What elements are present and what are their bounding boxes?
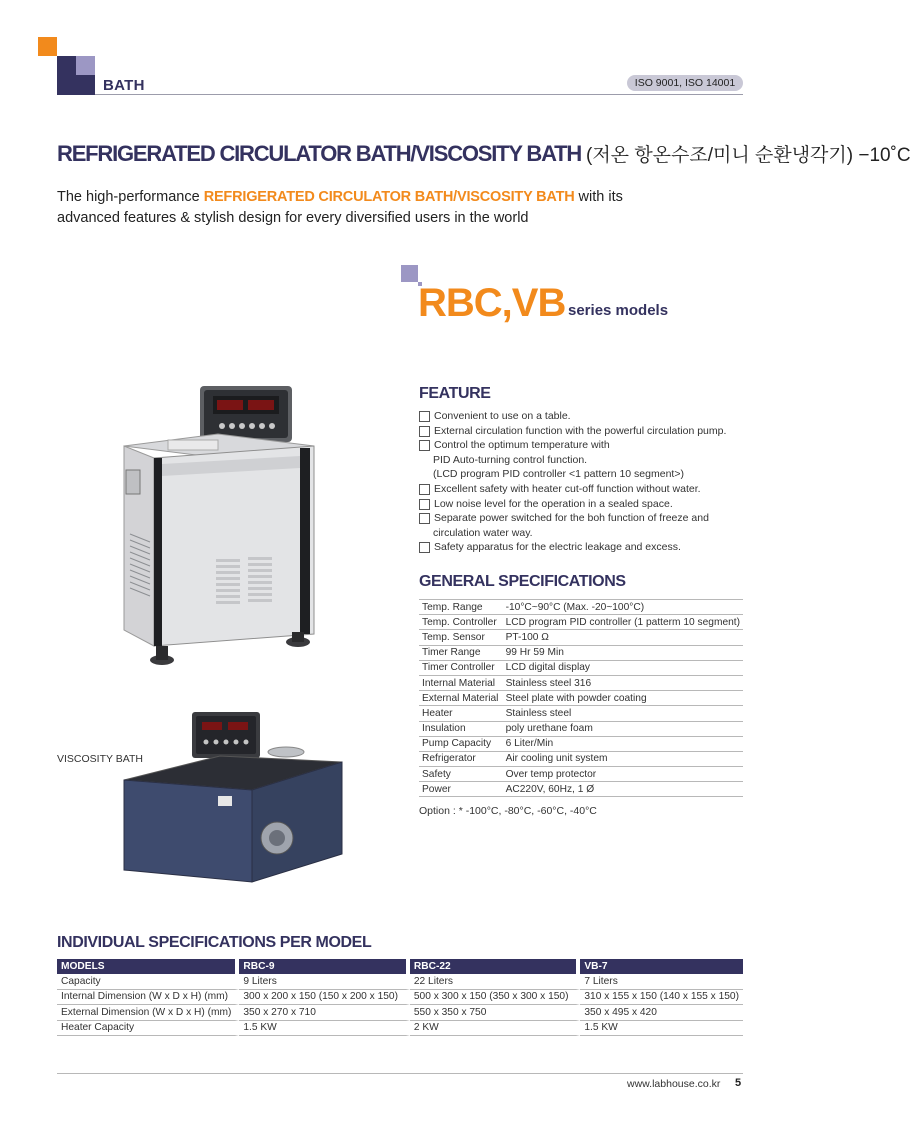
table-cell: 9 Liters <box>239 974 410 990</box>
spec-value: -10°C~90°C (Max. -20~100°C) <box>503 600 743 615</box>
table-row <box>419 600 743 615</box>
table-row <box>419 736 743 751</box>
spec-key: Timer Range <box>419 645 503 660</box>
spec-value: LCD program PID controller (1 patterm 10 segment) <box>503 615 743 630</box>
column-header: VB-7 <box>580 959 743 974</box>
circulator-bath-image <box>118 384 318 674</box>
table-row <box>419 660 743 675</box>
table-row <box>419 645 743 660</box>
table-cell: 300 x 200 x 150 (150 x 200 x 150) <box>239 990 410 1006</box>
feature-text: Excellent safety with heater cut-off function without water. <box>434 482 701 495</box>
feature-text-continued: PID Auto-turning control function. <box>433 453 588 466</box>
spec-value: 6 Liter/Min <box>503 736 743 751</box>
feature-text: Control the optimum temperature with <box>434 439 610 452</box>
spec-value: LCD digital display <box>503 660 743 675</box>
spec-key: Temp. Sensor <box>419 630 503 645</box>
spec-value: 99 Hr 59 Min <box>503 645 743 660</box>
spec-value: Stainless steel 316 <box>503 675 743 690</box>
table-row <box>57 1021 743 1037</box>
intro-prefix: The high-performance <box>57 189 204 205</box>
feature-heading: FEATURE <box>419 385 491 402</box>
table-cell: 1.5 KW <box>239 1021 410 1037</box>
column-header: MODELS <box>57 959 239 974</box>
table-cell: Capacity <box>57 974 239 990</box>
feature-item <box>419 438 749 453</box>
table-row <box>419 767 743 782</box>
feature-text: Separate power switched for the boh function of freeze and <box>434 512 709 525</box>
feature-text: External circulation function with the powerful circulation pump. <box>434 424 727 437</box>
spec-value: Stainless steel <box>503 706 743 721</box>
feature-item <box>419 409 749 424</box>
series-square <box>401 265 418 282</box>
spec-key: External Material <box>419 691 503 706</box>
logo-block-lilac <box>76 56 95 75</box>
title-sub: (저온 항온수조/미니 순환냉각기) −10˚C <box>586 145 911 166</box>
intro-text <box>57 187 623 229</box>
viscosity-bath-label: VISCOSITY BATH <box>57 753 143 765</box>
general-specs-table <box>419 599 743 797</box>
intro-line2: advanced features & stylish design for every diversified users in the world <box>57 210 529 226</box>
spec-key: Heater <box>419 706 503 721</box>
table-row <box>419 782 743 797</box>
table-cell: 350 x 270 x 710 <box>239 1005 410 1021</box>
table-row <box>419 630 743 645</box>
feature-item <box>419 482 749 497</box>
spec-value: AC220V, 60Hz, 1 Ø <box>503 782 743 797</box>
feature-text-continued: circulation water way. <box>433 526 533 539</box>
table-cell: 350 x 495 x 420 <box>580 1005 743 1021</box>
page-title <box>57 140 911 167</box>
table-row <box>419 751 743 766</box>
checkbox-icon <box>419 499 430 510</box>
feature-item <box>419 540 749 555</box>
table-cell: 500 x 300 x 150 (350 x 300 x 150) <box>410 990 581 1006</box>
spec-value: Over temp protector <box>503 767 743 782</box>
iso-badge: ISO 9001, ISO 14001 <box>627 75 743 91</box>
checkbox-icon <box>419 484 430 495</box>
feature-item <box>419 497 749 512</box>
spec-key: Power <box>419 782 503 797</box>
general-specs-heading: GENERAL SPECIFICATIONS <box>419 573 626 590</box>
table-row <box>419 721 743 736</box>
spec-value: Air cooling unit system <box>503 751 743 766</box>
feature-item <box>419 511 749 526</box>
column-header: RBC-9 <box>239 959 410 974</box>
footer-url: www.labhouse.co.kr <box>627 1078 721 1090</box>
spec-key: Timer Controller <box>419 660 503 675</box>
table-row <box>419 675 743 690</box>
footer-divider <box>57 1073 743 1074</box>
column-header: RBC-22 <box>410 959 581 974</box>
checkbox-icon <box>419 426 430 437</box>
spec-key: Temp. Range <box>419 600 503 615</box>
table-cell: 2 KW <box>410 1021 581 1037</box>
viscosity-bath-image <box>120 710 346 888</box>
series-subtitle: series models <box>568 302 669 319</box>
table-cell: 1.5 KW <box>580 1021 743 1037</box>
page-number: 5 <box>735 1077 742 1089</box>
feature-text: Safety apparatus for the electric leakage and excess. <box>434 541 681 554</box>
feature-text-continued: (LCD program PID controller <1 pattern 10 segment>) <box>433 468 684 481</box>
spec-key: Insulation <box>419 721 503 736</box>
checkbox-icon <box>419 411 430 422</box>
series-name: RBC,VB <box>418 281 566 325</box>
table-row <box>57 990 743 1006</box>
title-main: REFRIGERATED CIRCULATOR BATH/VISCOSITY BATH <box>57 141 582 166</box>
table-cell: 7 Liters <box>580 974 743 990</box>
table-cell: Internal Dimension (W x D x H) (mm) <box>57 990 239 1006</box>
checkbox-icon <box>419 513 430 524</box>
table-row <box>419 615 743 630</box>
spec-key: Internal Material <box>419 675 503 690</box>
table-cell: Heater Capacity <box>57 1021 239 1037</box>
spec-key: Safety <box>419 767 503 782</box>
table-cell: 550 x 350 x 750 <box>410 1005 581 1021</box>
table-row <box>57 974 743 990</box>
spec-key: Pump Capacity <box>419 736 503 751</box>
feature-text: Convenient to use on a table. <box>434 410 571 422</box>
logo-block-navy-2 <box>76 75 95 95</box>
table-row <box>419 706 743 721</box>
individual-specs-table <box>57 959 743 1036</box>
intro-highlight: REFRIGERATED CIRCULATOR BATH/VISCOSITY BATH <box>203 189 575 205</box>
logo-block-orange <box>38 37 57 56</box>
intro-suffix: with its <box>574 189 623 205</box>
header-divider <box>95 94 743 95</box>
spec-key: Refrigerator <box>419 751 503 766</box>
spec-key: Temp. Controller <box>419 615 503 630</box>
spec-value: poly urethane foam <box>503 721 743 736</box>
option-note: Option : * -100°C, -80°C, -60°C, -40°C <box>419 805 597 817</box>
feature-list <box>419 409 749 555</box>
checkbox-icon <box>419 440 430 451</box>
table-cell: External Dimension (W x D x H) (mm) <box>57 1005 239 1021</box>
table-cell: 22 Liters <box>410 974 581 990</box>
table-row <box>57 1005 743 1021</box>
table-row <box>419 691 743 706</box>
feature-item <box>419 424 749 439</box>
individual-specs-heading: INDIVIDUAL SPECIFICATIONS PER MODEL <box>57 934 372 951</box>
section-label: BATH <box>103 77 145 94</box>
spec-value: Steel plate with powder coating <box>503 691 743 706</box>
spec-value: PT-100 Ω <box>503 630 743 645</box>
feature-text: Low noise level for the operation in a sealed space. <box>434 497 673 510</box>
logo-block-navy <box>57 56 76 95</box>
checkbox-icon <box>419 542 430 553</box>
table-cell: 310 x 155 x 150 (140 x 155 x 150) <box>580 990 743 1006</box>
